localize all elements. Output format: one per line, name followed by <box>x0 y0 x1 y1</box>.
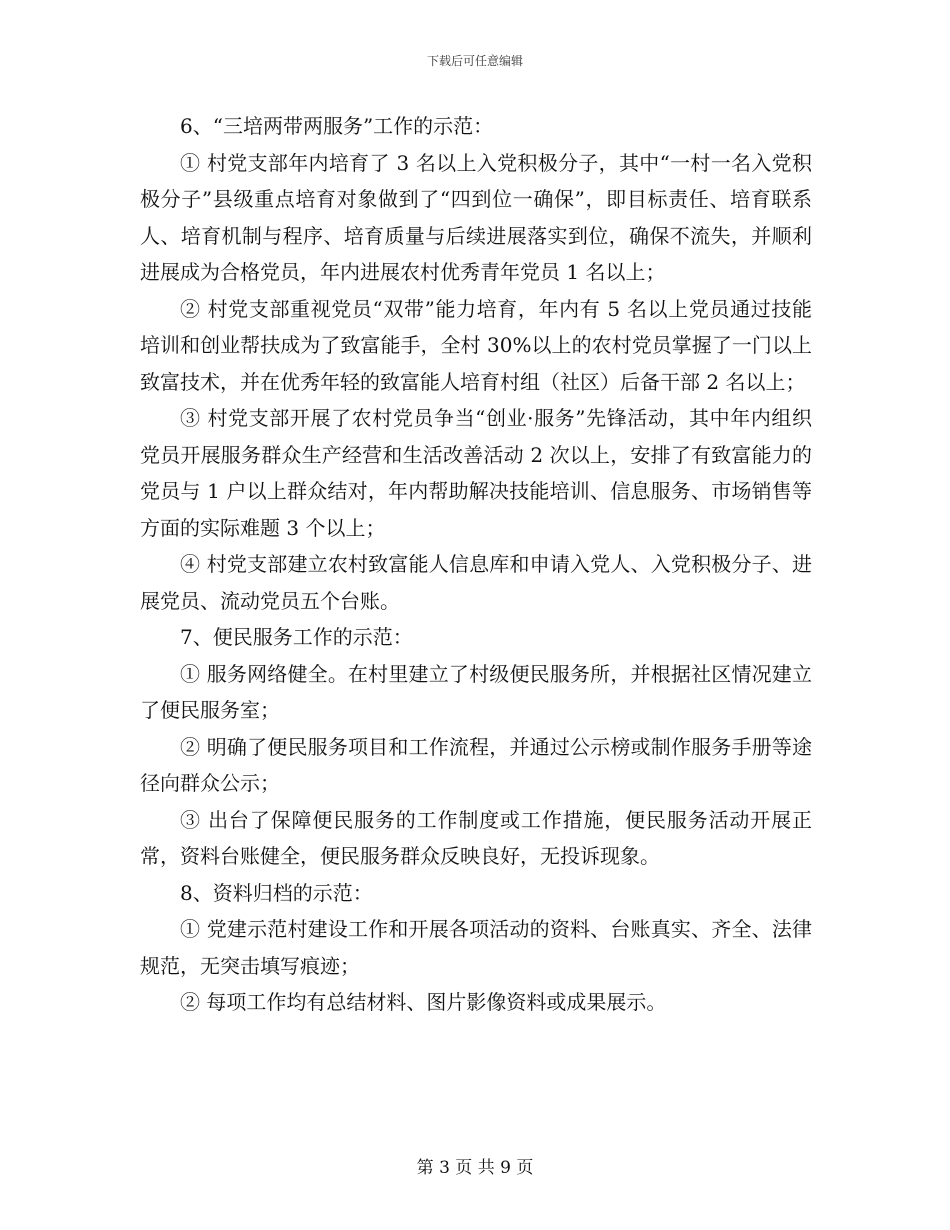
section-heading-7: 7、便民服务工作的示范： <box>180 625 413 649</box>
page-number: 第 3 页 共 9 页 <box>416 1158 534 1178</box>
paragraph-item: ④ 村党支部建立农村致富能人信息库和申请入党人、入党积极分子、进展党员、流动党员五个台账。 <box>140 552 812 613</box>
paragraph-item: ① 党建示范村建设工作和开展各项活动的资料、台账真实、齐全、法律规范，无突击填写痕迹； <box>140 917 812 978</box>
paragraph-item: ① 服务网络健全。在村里建立了村级便民服务所，并根据社区情况建立了便民服务室； <box>140 661 812 722</box>
paragraph-item: ② 每项工作均有总结材料、图片影像资料或成果展示。 <box>180 990 667 1014</box>
section-heading-6: 6、“三培两带两服务”工作的示范： <box>180 114 494 138</box>
paragraph-item: ② 明确了便民服务项目和工作流程，并通过公示榜或制作服务手册等途径向群众公示； <box>140 734 812 795</box>
section-heading-8: 8、资料归档的示范： <box>180 880 373 905</box>
paragraph-item: ① 村党支部年内培育了 3 名以上入党积极分子，其中“一村一名入党积极分子”县级重点培育对象做到了“四到位一确保”，即目标责任、培育联系人、培育机制与程序、培育质量与后续进展落实到位，确保不流失，并顺利进展成为合格党员，年内进展农村优秀青年党员 1 名以上； <box>140 150 812 284</box>
paragraph-item: ② 村党支部重视党员“双带”能力培育，年内有 5 名以上党员通过技能培训和创业帮扶成为了致富能手，全村 30%以上的农村党员掌握了一门以上致富技术，并在优秀年轻的致富能人培育村组（社区）后备干部 2 名以上； <box>140 296 812 394</box>
paragraph-item: ③ 出台了保障便民服务的工作制度或工作措施，便民服务活动开展正常，资料台账健全，便民服务群众反映良好，无投诉现象。 <box>140 807 812 868</box>
page-header: 下载后可任意编辑 <box>426 54 523 68</box>
document-body <box>140 108 812 1021</box>
paragraph-item: ③ 村党支部开展了农村党员争当“创业·服务”先锋活动，其中年内组织党员开展服务群众生产经营和生活改善活动 2 次以上，安排了有致富能力的党员与 1 户以上群众结对，年内帮助解决技能培训、信息服务、市场销售等方面的实际难题 3 个以上； <box>140 406 812 540</box>
